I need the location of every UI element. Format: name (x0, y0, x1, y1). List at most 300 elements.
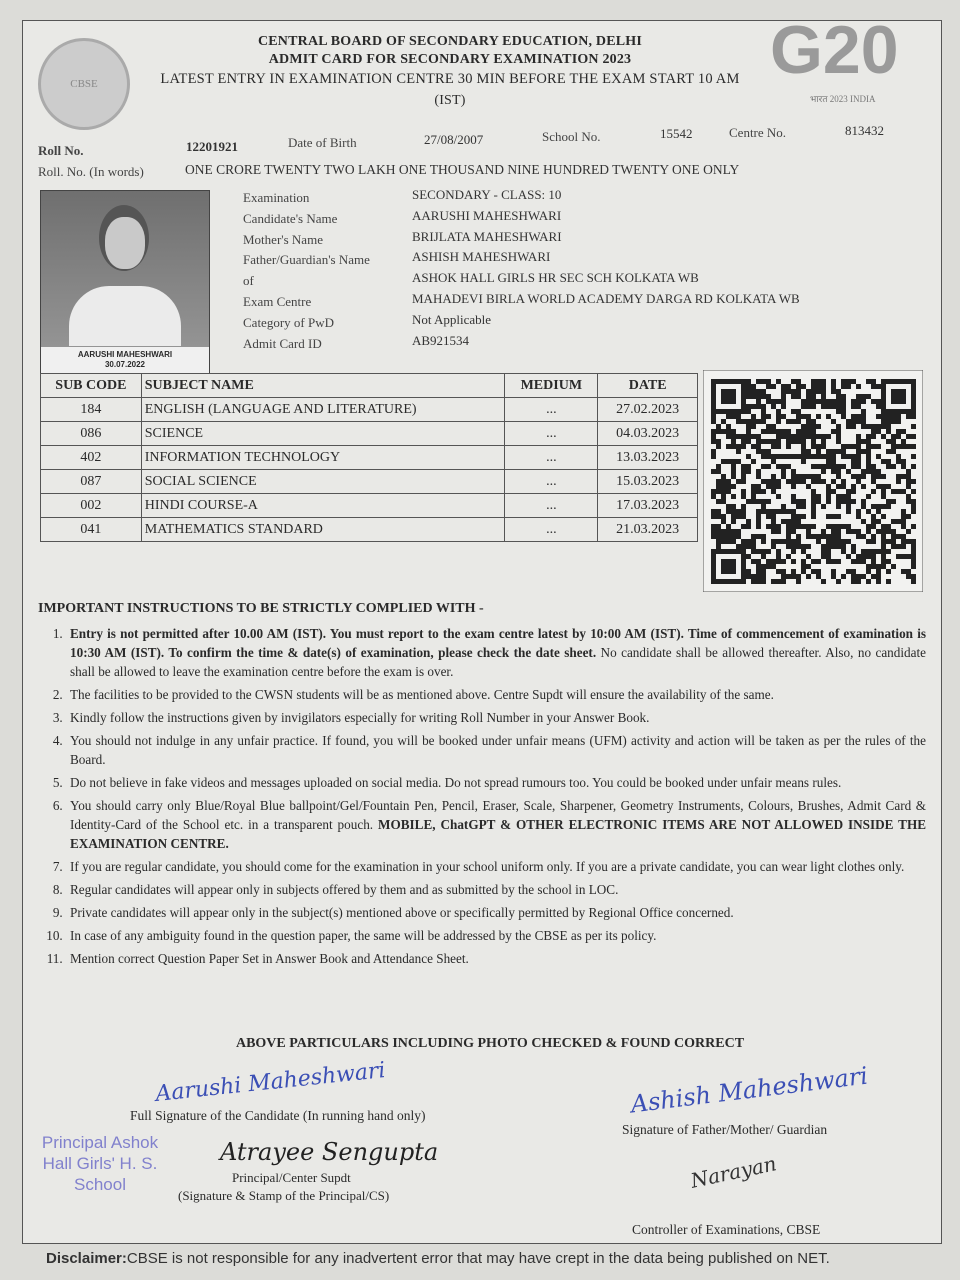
qr-module (881, 379, 886, 384)
qr-module (711, 549, 716, 554)
detail-value: AB921534 (412, 332, 470, 348)
qr-module (776, 509, 781, 514)
qr-module (801, 549, 806, 554)
qr-module (791, 474, 796, 479)
qr-module (831, 524, 836, 529)
qr-module (861, 574, 866, 579)
qr-module (871, 554, 876, 559)
qr-module (841, 499, 846, 504)
qr-module (771, 564, 776, 569)
qr-module (736, 449, 741, 454)
qr-module (866, 439, 871, 444)
qr-module (821, 384, 826, 389)
qr-module (756, 389, 761, 394)
qr-module (761, 554, 766, 559)
qr-module (896, 434, 901, 439)
qr-module (886, 524, 891, 529)
instruction-item (66, 685, 926, 704)
qr-module (756, 579, 761, 584)
qr-module (771, 529, 776, 534)
qr-module (721, 579, 726, 584)
qr-module (881, 504, 886, 509)
qr-module (756, 534, 761, 539)
qr-module (746, 409, 751, 414)
qr-module (756, 469, 761, 474)
qr-module (771, 539, 776, 544)
qr-module (881, 484, 886, 489)
qr-module (791, 559, 796, 564)
qr-module (741, 514, 746, 519)
qr-module (906, 574, 911, 579)
qr-module (726, 504, 731, 509)
qr-module (831, 569, 836, 574)
qr-module (836, 529, 841, 534)
qr-module (741, 439, 746, 444)
qr-module (821, 389, 826, 394)
qr-module (736, 414, 741, 419)
medium-cell: ... (505, 422, 598, 446)
qr-module (786, 479, 791, 484)
qr-module (906, 409, 911, 414)
qr-module (756, 399, 761, 404)
qr-module (851, 529, 856, 534)
column-header: MEDIUM (505, 374, 598, 398)
qr-module (711, 429, 716, 434)
qr-module (836, 484, 841, 489)
qr-module (716, 524, 721, 529)
qr-module (761, 404, 766, 409)
qr-module (771, 459, 776, 464)
qr-module (756, 419, 761, 424)
qr-module (746, 394, 751, 399)
qr-module (741, 494, 746, 499)
qr-module (751, 484, 756, 489)
qr-module (761, 454, 766, 459)
qr-module (876, 404, 881, 409)
qr-module (906, 514, 911, 519)
subject-name-cell: SOCIAL SCIENCE (141, 470, 505, 494)
qr-module (881, 539, 886, 544)
qr-module (896, 389, 901, 394)
qr-module (861, 484, 866, 489)
qr-module (756, 379, 761, 384)
qr-module (901, 439, 906, 444)
qr-module (786, 519, 791, 524)
qr-module (851, 424, 856, 429)
qr-module (876, 509, 881, 514)
qr-module (801, 524, 806, 529)
sub-code-cell: 184 (41, 398, 142, 422)
qr-module (711, 409, 716, 414)
qr-module (816, 399, 821, 404)
qr-module (751, 494, 756, 499)
qr-module (776, 409, 781, 414)
qr-module (796, 409, 801, 414)
qr-module (761, 464, 766, 469)
qr-module (711, 564, 716, 569)
qr-module (816, 379, 821, 384)
qr-module (736, 514, 741, 519)
qr-module (761, 574, 766, 579)
qr-module (831, 399, 836, 404)
qr-module (731, 389, 736, 394)
qr-module (816, 424, 821, 429)
qr-module (761, 499, 766, 504)
qr-module (861, 519, 866, 524)
qr-module (801, 504, 806, 509)
qr-module (816, 389, 821, 394)
qr-module (741, 504, 746, 509)
qr-module (851, 579, 856, 584)
qr-module (891, 419, 896, 424)
qr-module (896, 399, 901, 404)
qr-module (726, 399, 731, 404)
qr-module (711, 414, 716, 419)
qr-module (866, 454, 871, 459)
qr-module (776, 454, 781, 459)
qr-module (731, 509, 736, 514)
qr-module (801, 424, 806, 429)
date-cell: 04.03.2023 (598, 422, 698, 446)
qr-module (901, 509, 906, 514)
qr-module (711, 514, 716, 519)
qr-module (716, 479, 721, 484)
qr-module (891, 564, 896, 569)
qr-module (901, 444, 906, 449)
principal-label: Principal/Center Supdt (232, 1170, 351, 1185)
qr-module (716, 444, 721, 449)
qr-module (731, 439, 736, 444)
qr-module (911, 489, 916, 494)
column-header: SUB CODE (41, 374, 142, 398)
qr-module (861, 469, 866, 474)
qr-module (771, 559, 776, 564)
disclaimer (46, 1250, 830, 1267)
disclaimer-text: CBSE is not responsible for any inadvertent error that may have crept in the data being published on NET. (126, 1250, 830, 1267)
qr-module (776, 414, 781, 419)
instruction-item (66, 903, 926, 922)
instruction-text: If you are regular candidate, you should come for the examination in your school uniform only. If you are a private candidate, you can wear light clothes only. (70, 859, 905, 874)
qr-module (831, 539, 836, 544)
qr-module (796, 524, 801, 529)
qr-module (811, 494, 816, 499)
qr-module (821, 404, 826, 409)
qr-module (816, 534, 821, 539)
qr-module (851, 574, 856, 579)
qr-module (731, 434, 736, 439)
guardian-signature-label: Signature of Father/Mother/ Guardian (622, 1122, 828, 1137)
qr-module (736, 379, 741, 384)
qr-module (751, 424, 756, 429)
qr-module (791, 574, 796, 579)
qr-module (901, 524, 906, 529)
qr-module (806, 449, 811, 454)
qr-module (826, 464, 831, 469)
qr-module (756, 564, 761, 569)
qr-module (716, 579, 721, 584)
qr-module (796, 379, 801, 384)
qr-module (856, 509, 861, 514)
qr-module (746, 554, 751, 559)
instruction-item (66, 796, 926, 853)
qr-module (811, 379, 816, 384)
qr-module (826, 454, 831, 459)
qr-module (866, 449, 871, 454)
qr-module (781, 464, 786, 469)
qr-module (776, 484, 781, 489)
qr-module (746, 499, 751, 504)
detail-label: of (243, 273, 254, 289)
qr-module (786, 384, 791, 389)
qr-module (821, 554, 826, 559)
qr-module (796, 434, 801, 439)
qr-module (811, 504, 816, 509)
qr-module (726, 529, 731, 534)
qr-module (751, 414, 756, 419)
qr-module (906, 484, 911, 489)
qr-module (766, 449, 771, 454)
qr-module (726, 509, 731, 514)
qr-module (781, 504, 786, 509)
qr-module (806, 399, 811, 404)
qr-module (771, 484, 776, 489)
qr-module (741, 554, 746, 559)
detail-label: Father/Guardian's Name (243, 252, 370, 268)
qr-module (901, 464, 906, 469)
qr-module (741, 434, 746, 439)
qr-module (846, 524, 851, 529)
qr-module (831, 489, 836, 494)
qr-module (876, 564, 881, 569)
qr-module (766, 559, 771, 564)
qr-module (796, 419, 801, 424)
qr-module (821, 579, 826, 584)
detail-label: Examination (243, 190, 310, 205)
qr-module (741, 509, 746, 514)
qr-module (911, 404, 916, 409)
qr-module (741, 549, 746, 554)
qr-module (836, 464, 841, 469)
qr-module (886, 429, 891, 434)
qr-module (796, 429, 801, 434)
qr-module (901, 459, 906, 464)
medium-cell: ... (505, 470, 598, 494)
qr-module (841, 379, 846, 384)
qr-module (886, 424, 891, 429)
qr-module (801, 384, 806, 389)
qr-module (811, 429, 816, 434)
card-title: ADMIT CARD FOR SECONDARY EXAMINATION 2023 (268, 52, 632, 67)
qr-module (806, 534, 811, 539)
qr-module (741, 579, 746, 584)
qr-module (911, 389, 916, 394)
qr-module (901, 409, 906, 414)
qr-module (906, 539, 911, 544)
qr-module (826, 399, 831, 404)
qr-module (761, 489, 766, 494)
qr-module (836, 539, 841, 544)
qr-module (761, 449, 766, 454)
qr-module (911, 504, 916, 509)
qr-module (861, 554, 866, 559)
qr-module (716, 439, 721, 444)
qr-module (741, 379, 746, 384)
qr-module (871, 469, 876, 474)
qr-module (851, 489, 856, 494)
instruction-item (66, 926, 926, 945)
entry-notice-ist: (IST) (434, 93, 466, 108)
qr-module (771, 404, 776, 409)
qr-module (791, 454, 796, 459)
qr-module (751, 444, 756, 449)
qr-module (831, 404, 836, 409)
qr-module (896, 414, 901, 419)
qr-module (886, 449, 891, 454)
qr-module (746, 434, 751, 439)
qr-module (776, 529, 781, 534)
qr-module (796, 394, 801, 399)
qr-module (786, 534, 791, 539)
cbse-logo-text: CBSE (70, 78, 98, 90)
qr-module (841, 539, 846, 544)
qr-module (741, 469, 746, 474)
qr-module (791, 394, 796, 399)
qr-module (841, 549, 846, 554)
qr-module (771, 524, 776, 529)
qr-module (846, 419, 851, 424)
qr-module (911, 544, 916, 549)
qr-module (861, 399, 866, 404)
qr-module (891, 389, 896, 394)
qr-module (726, 564, 731, 569)
qr-module (881, 549, 886, 554)
qr-module (791, 499, 796, 504)
qr-module (836, 524, 841, 529)
qr-module (856, 559, 861, 564)
qr-module (711, 529, 716, 534)
qr-module (781, 469, 786, 474)
qr-module (791, 434, 796, 439)
qr-module (841, 454, 846, 459)
board-title: CENTRAL BOARD OF SECONDARY EDUCATION, DELHI (257, 34, 643, 49)
qr-module (761, 389, 766, 394)
qr-module (766, 524, 771, 529)
qr-module (861, 534, 866, 539)
qr-module (841, 574, 846, 579)
qr-module (771, 514, 776, 519)
qr-module (826, 534, 831, 539)
instruction-text: MOBILE, ChatGPT & OTHER ELECTRONIC ITEMS ARE NOT ALLOWED INSIDE THE EXAMINATION CENTRE. (70, 817, 926, 851)
qr-module (911, 399, 916, 404)
qr-module (761, 549, 766, 554)
qr-module (776, 379, 781, 384)
qr-module (721, 514, 726, 519)
qr-module (881, 434, 886, 439)
qr-module (751, 549, 756, 554)
qr-module (731, 539, 736, 544)
qr-module (836, 439, 841, 444)
qr-module (896, 534, 901, 539)
qr-module (721, 539, 726, 544)
qr-module (731, 399, 736, 404)
qr-module (726, 409, 731, 414)
qr-module (831, 459, 836, 464)
qr-module (716, 544, 721, 549)
qr-module (786, 529, 791, 534)
qr-module (896, 474, 901, 479)
qr-module (806, 424, 811, 429)
qr-module (811, 394, 816, 399)
qr-module (911, 574, 916, 579)
qr-module (866, 549, 871, 554)
qr-module (806, 404, 811, 409)
qr-module (776, 524, 781, 529)
qr-module (861, 549, 866, 554)
candidate-signature-label: Full Signature of the Candidate (In running hand only) (130, 1108, 426, 1123)
qr-module (761, 504, 766, 509)
qr-module (836, 494, 841, 499)
qr-module (831, 559, 836, 564)
qr-module (731, 519, 736, 524)
qr-module (896, 489, 901, 494)
qr-module (811, 384, 816, 389)
qr-module (821, 504, 826, 509)
qr-module (731, 379, 736, 384)
qr-module (826, 449, 831, 454)
qr-module (771, 579, 776, 584)
qr-module (846, 539, 851, 544)
qr-module (816, 574, 821, 579)
subject-name-cell: ENGLISH (LANGUAGE AND LITERATURE) (141, 398, 505, 422)
qr-module (906, 499, 911, 504)
qr-module (811, 444, 816, 449)
qr-module (871, 379, 876, 384)
qr-module (781, 509, 786, 514)
qr-module (736, 434, 741, 439)
qr-module (816, 559, 821, 564)
qr-module (786, 539, 791, 544)
qr-module (841, 544, 846, 549)
qr-module (806, 529, 811, 534)
sub-code-cell: 086 (41, 422, 142, 446)
qr-module (821, 464, 826, 469)
qr-module (836, 429, 841, 434)
qr-module (866, 394, 871, 399)
qr-module (856, 394, 861, 399)
qr-module (826, 544, 831, 549)
qr-module (836, 504, 841, 509)
qr-module (891, 519, 896, 524)
qr-module (796, 474, 801, 479)
qr-module (791, 479, 796, 484)
column-header: SUBJECT NAME (141, 374, 505, 398)
qr-module (821, 469, 826, 474)
qr-module (821, 439, 826, 444)
qr-module (741, 399, 746, 404)
qr-module (771, 454, 776, 459)
qr-module (721, 474, 726, 479)
qr-module (731, 444, 736, 449)
qr-module (756, 439, 761, 444)
qr-module (736, 534, 741, 539)
qr-module (716, 529, 721, 534)
qr-module (761, 534, 766, 539)
qr-module (866, 469, 871, 474)
table-row (41, 446, 698, 470)
qr-module (711, 384, 716, 389)
qr-module (746, 404, 751, 409)
qr-module (836, 559, 841, 564)
